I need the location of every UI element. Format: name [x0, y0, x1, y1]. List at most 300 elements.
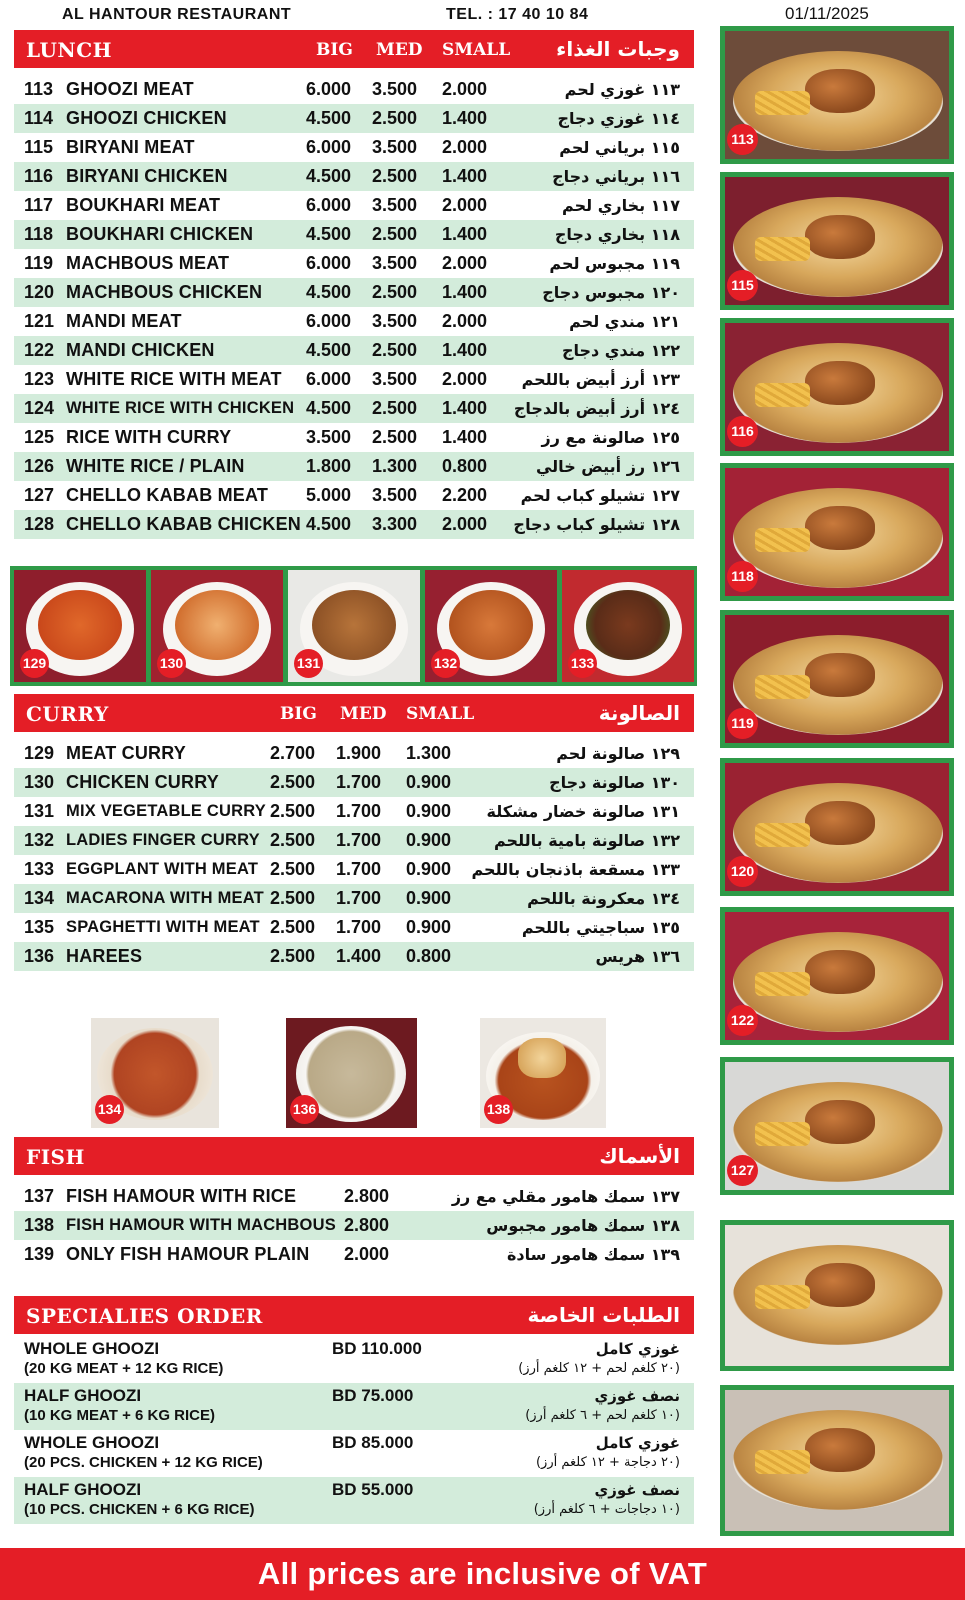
item-number: 138	[24, 1215, 55, 1235]
menu-row	[14, 307, 694, 336]
item-number: 115	[24, 137, 54, 157]
lunch-header	[14, 30, 694, 68]
price-small: 0.900	[406, 830, 452, 850]
item-name: GHOOZI CHICKEN	[66, 108, 227, 128]
meat-portion	[805, 1100, 875, 1144]
item-number: 121	[24, 311, 55, 331]
dish-number-badge: 122	[727, 1005, 758, 1036]
price-med: 2.500	[372, 224, 418, 244]
price-small: 1.300	[406, 743, 452, 763]
dish-number-badge: 118	[727, 561, 758, 592]
fries	[755, 1450, 810, 1474]
price-med: 2.500	[372, 340, 418, 360]
photo-image	[725, 1062, 949, 1190]
dish-photo-129	[14, 570, 146, 682]
item-name-ar: ١٢٦ رز أبيض خالي	[535, 457, 680, 476]
special-name-ar: نصف غوزي	[594, 1387, 680, 1405]
price-big: 4.500	[306, 514, 352, 534]
curry-title-ar: الصالونة	[598, 701, 680, 725]
special-name-ar: نصف غوزي	[594, 1481, 680, 1499]
photo-image	[725, 1225, 949, 1366]
dish-number-badge: 136	[290, 1095, 319, 1124]
price-big: 2.500	[270, 801, 316, 821]
price-med: 1.700	[336, 917, 382, 937]
restaurant-name: AL HANTOUR RESTAURANT	[62, 6, 292, 23]
photo-image	[725, 912, 949, 1040]
price-small: 1.400	[442, 398, 488, 418]
price-small: 0.900	[406, 772, 452, 792]
curry-header	[14, 694, 694, 732]
item-name: HAREES	[66, 946, 143, 966]
item-name-ar: ١٢٩ صالونة لحم	[556, 744, 680, 763]
dish-number-badge: 134	[95, 1095, 124, 1124]
menu-row	[14, 1182, 694, 1211]
item-number: 125	[24, 427, 55, 447]
special-detail-ar: (٢٠ كلغم لحم + ١٢ كلغم أرز)	[518, 1361, 680, 1376]
special-row	[14, 1336, 694, 1383]
price-small: 2.000	[442, 79, 488, 99]
price: 2.800	[344, 1186, 390, 1206]
dish-number-badge: 138	[484, 1095, 513, 1124]
item-name: MEAT CURRY	[66, 743, 186, 763]
menu-row	[14, 1240, 694, 1269]
fish-header	[14, 1137, 694, 1175]
lunch-title: LUNCH	[26, 38, 113, 62]
menu-row	[14, 510, 694, 539]
fries	[755, 972, 810, 996]
dish-photo-side	[720, 318, 954, 456]
price-small: 1.400	[442, 224, 488, 244]
item-name: CHELLO KABAB CHICKEN	[66, 514, 301, 534]
price-med: 1.700	[336, 888, 382, 908]
special-name: HALF GHOOZI	[24, 1386, 142, 1405]
price-big: 4.500	[306, 340, 352, 360]
col-small: SMALL	[406, 704, 475, 724]
fries	[755, 237, 810, 261]
item-name-ar: ١١٤ غوزي دجاج	[557, 109, 680, 128]
price-big: 2.500	[270, 888, 316, 908]
item-number: 132	[24, 830, 55, 850]
item-number: 137	[24, 1186, 55, 1206]
price-big: 2.500	[270, 772, 316, 792]
price-big: 2.500	[270, 946, 316, 966]
menu-row	[14, 365, 694, 394]
meat-portion	[805, 215, 875, 259]
price-big: 3.500	[306, 427, 352, 447]
price-med: 2.500	[372, 398, 418, 418]
dish-photo-side	[720, 172, 954, 310]
special-detail-ar: (١٠ دجاجات + ٦ كلغم أرز)	[533, 1502, 680, 1517]
price-big: 1.800	[306, 456, 352, 476]
menu-row	[14, 162, 694, 191]
menu-row	[14, 452, 694, 481]
item-number: 131	[24, 801, 55, 821]
meat-portion	[805, 950, 875, 994]
special-row	[14, 1477, 694, 1524]
price-small: 1.400	[442, 166, 488, 186]
price-big: 2.500	[270, 830, 316, 850]
item-name-ar: ١٣٩ سمك هامور سادة	[506, 1245, 680, 1264]
item-name: MANDI MEAT	[66, 311, 182, 331]
menu-row	[14, 884, 694, 913]
specials-list	[14, 1336, 694, 1524]
item-number: 139	[24, 1244, 55, 1264]
dish-number-badge: 133	[568, 649, 597, 678]
special-name: HALF GHOOZI	[24, 1480, 142, 1499]
price-small: 0.900	[406, 917, 452, 937]
dish-photo-132	[425, 570, 557, 682]
price-med: 3.500	[372, 485, 418, 505]
lunch-title-ar: وجبات الغذاء	[556, 37, 680, 61]
fries	[755, 528, 810, 552]
dish-photo-side	[720, 1220, 954, 1371]
price-big: 2.700	[270, 743, 316, 763]
special-name-ar: غوزي كامل	[595, 1434, 680, 1452]
price-med: 3.500	[372, 311, 418, 331]
item-name-ar: ١٣٨ سمك هامور مجبوس	[486, 1216, 680, 1235]
dish-photo-131	[288, 570, 420, 682]
dish-photo-136	[286, 1018, 417, 1128]
photo-image	[725, 31, 949, 159]
dish-number-badge: 119	[727, 708, 758, 739]
item-number: 117	[24, 195, 54, 215]
menu-date: 01/11/2025	[785, 4, 869, 23]
dish-number-badge: 116	[727, 416, 758, 447]
dish-photo-side	[720, 907, 954, 1045]
dish-photo-side	[720, 463, 954, 601]
photo-image	[725, 323, 949, 451]
price-med: 1.700	[336, 772, 382, 792]
item-number: 136	[24, 946, 55, 966]
menu-row	[14, 826, 694, 855]
price-med: 2.500	[372, 427, 418, 447]
curry-fill	[175, 590, 259, 660]
price-small: 2.000	[442, 137, 488, 157]
item-name-ar: ١٢١ مندي لحم	[569, 312, 680, 331]
price-big: 6.000	[306, 195, 352, 215]
price-med: 3.500	[372, 253, 418, 273]
specials-header	[14, 1296, 694, 1334]
item-number: 122	[24, 340, 55, 360]
item-name: MACARONA WITH MEAT	[66, 889, 264, 907]
menu-row	[14, 1211, 694, 1240]
price-small: 0.800	[442, 456, 488, 476]
price-small: 2.000	[442, 514, 488, 534]
special-name: WHOLE GHOOZI	[24, 1339, 160, 1358]
menu-row	[14, 191, 694, 220]
vat-footer: All prices are inclusive of VAT	[0, 1548, 965, 1600]
meat-portion	[805, 801, 875, 845]
price-small: 0.900	[406, 859, 452, 879]
item-name: BOUKHARI MEAT	[66, 195, 221, 215]
item-number: 113	[24, 79, 54, 99]
item-name-ar: ١١٥ برياني لحم	[559, 138, 680, 157]
meat-portion	[805, 506, 875, 550]
dish-number-badge: 115	[727, 270, 758, 301]
price-small: 2.200	[442, 485, 488, 505]
special-detail: (20 KG MEAT + 12 KG RICE)	[24, 1360, 224, 1377]
price-big: 6.000	[306, 79, 352, 99]
fries	[755, 383, 810, 407]
specials-title-ar: الطلبات الخاصة	[527, 1303, 680, 1327]
price-small: 0.800	[406, 946, 452, 966]
item-number: 124	[24, 398, 55, 418]
item-name-ar: ١٢٧ تشيلو كباب لحم	[520, 486, 680, 505]
dish-photo-130	[151, 570, 283, 682]
item-name: BOUKHARI CHICKEN	[66, 224, 254, 244]
special-row	[14, 1383, 694, 1430]
price-small: 2.000	[442, 311, 488, 331]
menu-row	[14, 336, 694, 365]
menu-row	[14, 220, 694, 249]
item-name: MANDI CHICKEN	[66, 340, 215, 360]
fries	[755, 1122, 810, 1146]
fries	[755, 1285, 810, 1309]
price-small: 0.900	[406, 888, 452, 908]
photo-image	[725, 1390, 949, 1531]
dish-photo-side	[720, 1057, 954, 1195]
specials-title: SPECIALIES ORDER	[26, 1304, 263, 1328]
price-med: 2.500	[372, 282, 418, 302]
curry-list	[14, 739, 694, 971]
price-med: 3.300	[372, 514, 418, 534]
special-price: BD 110.000	[332, 1339, 422, 1358]
item-name-ar: ١١٨ بخاري دجاج	[554, 225, 680, 244]
item-number: 116	[24, 166, 54, 186]
telephone: TEL. : 17 40 10 84	[446, 6, 589, 23]
price-med: 1.700	[336, 801, 382, 821]
price-small: 2.000	[442, 195, 488, 215]
fries	[755, 675, 810, 699]
price-med: 1.900	[336, 743, 382, 763]
menu-row	[14, 423, 694, 452]
item-name-ar: ١١٩ مجبوس لحم	[549, 254, 680, 273]
menu-row	[14, 278, 694, 307]
item-name-ar: ١٣١ صالونة خضار مشكلة	[486, 802, 680, 821]
fish-title-ar: الأسماك	[599, 1144, 680, 1168]
menu-row	[14, 104, 694, 133]
price-med: 1.300	[372, 456, 418, 476]
lunch-section	[14, 30, 694, 539]
item-name: WHITE RICE / PLAIN	[66, 456, 245, 476]
price-small: 1.400	[442, 340, 488, 360]
special-price: BD 55.000	[332, 1480, 414, 1499]
item-name-ar: ١٣٢ صالونة بامية باللحم	[493, 831, 680, 850]
menu-row	[14, 942, 694, 971]
col-big: BIG	[280, 704, 317, 724]
price-med: 1.400	[336, 946, 382, 966]
price-med: 1.700	[336, 830, 382, 850]
item-number: 123	[24, 369, 55, 389]
item-name-ar: ١٢٥ صالونة مع رز	[541, 428, 680, 447]
lunch-list	[14, 75, 694, 539]
item-name-ar: ١٣٣ مسقعة باذنجان باللحم	[471, 860, 680, 879]
item-name-ar: ١٣٧ سمك هامور مقلي مع رز	[451, 1187, 680, 1206]
item-name: MACHBOUS MEAT	[66, 253, 230, 273]
price-med: 3.500	[372, 79, 418, 99]
item-name-ar: ١٢٨ تشيلو كباب دجاج	[513, 515, 680, 534]
price-big: 6.000	[306, 311, 352, 331]
item-name-ar: ١٣٤ معكرونة باللحم	[527, 889, 680, 908]
curry-fill	[586, 590, 670, 660]
item-name-ar: ١١٣ غوزي لحم	[564, 80, 680, 99]
item-number: 126	[24, 456, 55, 476]
item-number: 120	[24, 282, 55, 302]
special-detail: (20 PCS. CHICKEN + 12 KG RICE)	[24, 1454, 263, 1471]
price-big: 6.000	[306, 253, 352, 273]
price-med: 3.500	[372, 137, 418, 157]
fish-list	[14, 1182, 694, 1269]
price-med: 2.500	[372, 166, 418, 186]
col-med: MED	[376, 40, 423, 60]
special-detail: (10 KG MEAT + 6 KG RICE)	[24, 1407, 216, 1424]
item-number: 134	[24, 888, 55, 908]
item-name: WHITE RICE WITH MEAT	[66, 369, 282, 389]
item-name-ar: ١٢٠ مجبوس دجاج	[542, 283, 680, 302]
price-small: 1.400	[442, 108, 488, 128]
price-big: 4.500	[306, 224, 352, 244]
special-name: WHOLE GHOOZI	[24, 1433, 160, 1452]
col-big: BIG	[316, 40, 353, 60]
col-small: SMALL	[442, 40, 511, 60]
special-detail: (10 PCS. CHICKEN + 6 KG RICE)	[24, 1501, 255, 1518]
menu-row	[14, 855, 694, 884]
item-name: ONLY FISH HAMOUR PLAIN	[66, 1244, 310, 1264]
item-number: 128	[24, 514, 55, 534]
curry-title: CURRY	[26, 702, 109, 726]
price-small: 1.400	[442, 427, 488, 447]
item-number: 114	[24, 108, 54, 128]
dish-photo-133	[562, 570, 694, 682]
meat-portion	[805, 1428, 875, 1472]
item-name: FISH HAMOUR WITH MACHBOUS	[66, 1216, 336, 1234]
price-big: 4.500	[306, 108, 352, 128]
price-big: 6.000	[306, 137, 352, 157]
curry-fill	[449, 590, 533, 660]
price-big: 2.500	[270, 859, 316, 879]
item-name-ar: ١١٧ بخاري لحم	[562, 196, 680, 215]
item-name-ar: ١٢٤ أرز أبيض بالدجاج	[513, 399, 680, 418]
menu-row	[14, 394, 694, 423]
dish-number-badge: 131	[294, 649, 323, 678]
dish-number-badge: 113	[727, 124, 758, 155]
price: 2.800	[344, 1215, 390, 1235]
item-name: CHICKEN CURRY	[66, 772, 219, 792]
special-detail-ar: (١٠ كلغم لحم + ٦ كلغم أرز)	[525, 1408, 680, 1423]
curry-photo-strip	[10, 566, 697, 686]
item-number: 118	[24, 224, 54, 244]
item-number: 127	[24, 485, 55, 505]
dish-photo-side	[720, 1385, 954, 1536]
price-small: 2.000	[442, 369, 488, 389]
photo-image	[725, 468, 949, 596]
photo-image	[725, 177, 949, 305]
item-name: FISH HAMOUR WITH RICE	[66, 1186, 297, 1206]
fish-title: FISH	[26, 1145, 85, 1169]
menu-row	[14, 739, 694, 768]
price-big: 6.000	[306, 369, 352, 389]
meat-portion	[805, 1263, 875, 1307]
price-big: 4.500	[306, 398, 352, 418]
item-number: 129	[24, 743, 55, 763]
dish-number-badge: 132	[431, 649, 460, 678]
price-small: 0.900	[406, 801, 452, 821]
dish-number-badge: 127	[727, 1155, 758, 1186]
dish-number-badge: 130	[157, 649, 186, 678]
item-name-ar: ١٣٠ صالونة دجاج	[549, 773, 680, 792]
item-number: 135	[24, 917, 55, 937]
item-name-ar: ١٢٣ أرز أبيض باللحم	[521, 370, 680, 389]
menu-row	[14, 75, 694, 104]
price-big: 2.500	[270, 917, 316, 937]
photo-image	[725, 615, 949, 743]
item-name: MIX VEGETABLE CURRY	[66, 802, 266, 820]
fries	[755, 91, 810, 115]
curry-section	[14, 694, 694, 971]
special-price: BD 75.000	[332, 1386, 414, 1405]
item-number: 130	[24, 772, 55, 792]
photo-image	[725, 763, 949, 891]
menu-row	[14, 797, 694, 826]
item-name: CHELLO KABAB MEAT	[66, 485, 269, 505]
meat-portion	[805, 361, 875, 405]
item-name-ar: ١٣٦ هريس	[595, 947, 680, 966]
curry-fill	[312, 590, 396, 660]
price-big: 4.500	[306, 166, 352, 186]
menu-row	[14, 133, 694, 162]
menu-row	[14, 913, 694, 942]
price-med: 3.500	[372, 369, 418, 389]
price-med: 2.500	[372, 108, 418, 128]
dish-photo-138	[480, 1018, 606, 1128]
item-name: MACHBOUS CHICKEN	[66, 282, 263, 302]
price-big: 4.500	[306, 282, 352, 302]
item-name: RICE WITH CURRY	[66, 427, 232, 447]
price-small: 1.400	[442, 282, 488, 302]
dish-photo-134	[91, 1018, 219, 1128]
top-bar	[0, 4, 965, 26]
dish-photo-side	[720, 610, 954, 748]
special-name-ar: غوزي كامل	[595, 1340, 680, 1358]
item-name: BIRYANI MEAT	[66, 137, 195, 157]
item-name-ar: ١٢٢ مندي دجاج	[561, 341, 680, 360]
item-name: SPAGHETTI WITH MEAT	[66, 918, 260, 936]
item-name: GHOOZI MEAT	[66, 79, 194, 99]
price: 2.000	[344, 1244, 390, 1264]
item-name: EGGPLANT WITH MEAT	[66, 860, 259, 878]
item-number: 133	[24, 859, 55, 879]
fish-section	[14, 1137, 694, 1269]
item-name-ar: ١٣٥ سباجيتي باللحم	[521, 918, 680, 937]
price-big: 5.000	[306, 485, 352, 505]
item-name: BIRYANI CHICKEN	[66, 166, 228, 186]
item-name: LADIES FINGER CURRY	[66, 831, 260, 849]
col-med: MED	[340, 704, 387, 724]
menu-row	[14, 249, 694, 278]
dish-number-badge: 120	[727, 856, 758, 887]
item-name-ar: ١١٦ برياني دجاج	[552, 167, 680, 186]
menu-row	[14, 481, 694, 510]
meat-portion	[805, 69, 875, 113]
specials-section	[14, 1296, 694, 1524]
dish-photo-side	[720, 26, 954, 164]
dish-number-badge: 129	[20, 649, 49, 678]
price-med: 3.500	[372, 195, 418, 215]
curry-fill	[38, 590, 122, 660]
menu-row	[14, 768, 694, 797]
special-detail-ar: (٢٠ دجاجة + ١٢ كلغم أرز)	[535, 1455, 680, 1470]
dish-photo-side	[720, 758, 954, 896]
